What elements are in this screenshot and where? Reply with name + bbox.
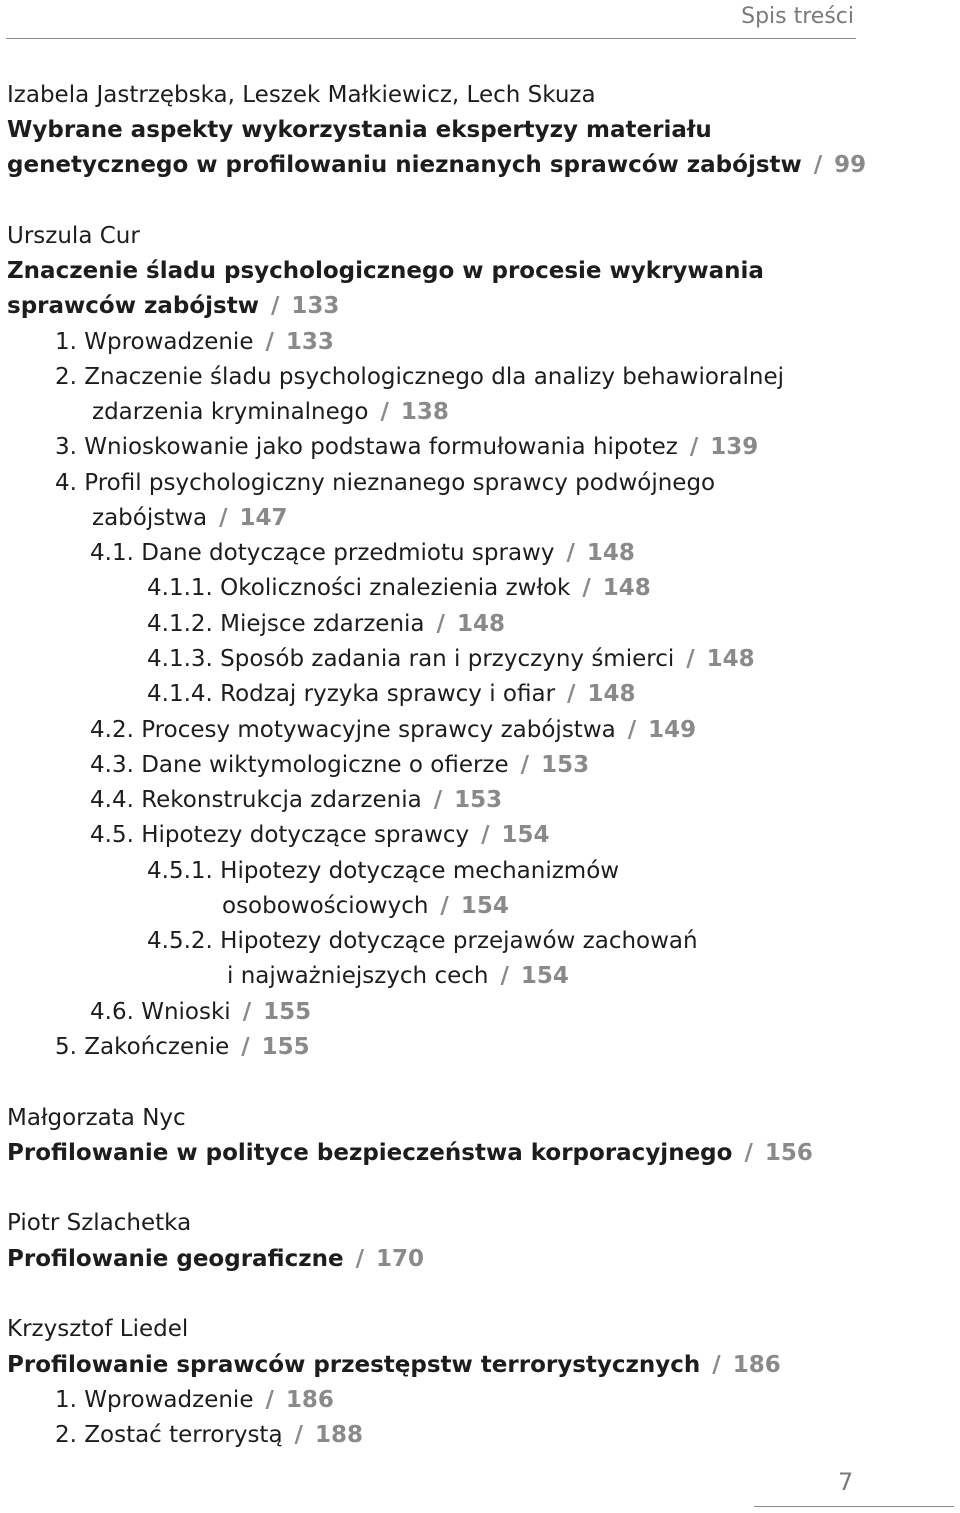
page-separator: / (566, 540, 575, 566)
page-separator: / (380, 399, 389, 425)
toc-entry-text: 4.5.1. Hipotezy dotyczące mechanizmów (147, 858, 620, 884)
toc-entry-text: 4.1.1. Okoliczności znalezienia zwłok (147, 575, 571, 601)
toc-line-a1-title-l2 (7, 150, 866, 180)
toc-page-number: 186 (732, 1352, 781, 1378)
toc-page-number: 148 (706, 646, 755, 672)
page-separator: / (355, 1246, 365, 1272)
toc-line-a2-s4-4 (90, 785, 502, 815)
toc-page-number: 154 (460, 893, 509, 919)
toc-line-a1-title-l1 (7, 115, 712, 145)
toc-line-a2-s3 (55, 432, 758, 462)
toc-title-text: Profilowanie w polityce bezpieczeństwa korporacyjnego (7, 1140, 733, 1166)
toc-entry-text: Urszula Cur (7, 223, 140, 249)
toc-title-text: sprawców zabójstw (7, 293, 259, 319)
page-separator: / (433, 787, 443, 813)
page-number: 7 (838, 1468, 854, 1496)
toc-entry-text: 2. Znaczenie śladu psychologicznego dla analizy behawioralnej (55, 364, 784, 390)
page-separator: / (567, 681, 576, 707)
toc-line-a2-s4-3 (90, 750, 589, 780)
toc-line-a5-s2 (55, 1420, 363, 1450)
page-separator: / (582, 575, 591, 601)
toc-line-a2-author (7, 221, 140, 251)
toc-entry-text: 4.1.2. Miejsce zdarzenia (147, 611, 425, 637)
page-separator: / (500, 963, 509, 989)
page-separator: / (265, 1387, 274, 1413)
toc-line-a2-title-l1 (7, 256, 764, 286)
toc-page-number: 155 (261, 1034, 310, 1060)
page-separator: / (744, 1140, 753, 1166)
toc-entry-text: Krzysztof Liedel (7, 1316, 189, 1342)
page-separator: / (241, 1034, 250, 1060)
page-separator: / (436, 611, 445, 637)
toc-page-number: 138 (400, 399, 449, 425)
toc-entry-text: 4.6. Wnioski (90, 999, 231, 1025)
toc-line-a2-s4-2 (90, 715, 696, 745)
page-separator: / (686, 646, 695, 672)
page-separator: / (294, 1422, 303, 1448)
toc-line-a5-title (7, 1350, 781, 1380)
toc-page-number: 153 (454, 787, 503, 813)
toc-line-a1-author (7, 80, 596, 110)
toc-entry-text: Izabela Jastrzębska, Leszek Małkiewicz, Lech Skuza (7, 82, 596, 108)
toc-line-a4-title (7, 1244, 424, 1274)
toc-page-number: 148 (602, 575, 651, 601)
page-separator: / (481, 822, 490, 848)
toc-title-text: Znaczenie śladu psychologicznego w procesie wykrywania (7, 258, 764, 284)
toc-page-number: 147 (239, 505, 288, 531)
toc-entry-text: 2. Zostać terrorystą (55, 1422, 283, 1448)
toc-entry-text: 4.2. Procesy motywacyjne sprawcy zabójstwa (90, 717, 616, 743)
footer-rule (754, 1506, 954, 1507)
page-separator: / (265, 329, 274, 355)
page-separator: / (712, 1352, 721, 1378)
toc-line-a2-s4-5-2-l1 (147, 926, 698, 956)
toc-page-number: 154 (501, 822, 550, 848)
toc-page-number: 148 (587, 681, 636, 707)
page-header (6, 0, 856, 39)
toc-entry-text: 4.1. Dane dotyczące przedmiotu sprawy (90, 540, 555, 566)
toc-line-a2-s4-5-2-l2 (227, 961, 569, 991)
toc-page-number: 133 (285, 329, 334, 355)
toc-entry-text: 4. Profil psychologiczny nieznanego sprawcy podwójnego (55, 470, 716, 496)
toc-entry-text: 4.1.3. Sposób zadania ran i przyczyny śmierci (147, 646, 675, 672)
toc-page-number: 149 (648, 717, 697, 743)
toc-entry-text: 4.5.2. Hipotezy dotyczące przejawów zachowań (147, 928, 698, 954)
toc-entry-text: 1. Wprowadzenie (55, 329, 254, 355)
toc-line-a2-s2-l2 (92, 397, 449, 427)
toc-page-number: 148 (586, 540, 635, 566)
toc-line-a5-author (7, 1314, 188, 1344)
toc-line-a2-s1 (55, 327, 334, 357)
running-head-title: Spis treści (741, 4, 854, 29)
toc-line-a2-s4-l1 (55, 468, 715, 498)
toc-page-number: 186 (285, 1387, 334, 1413)
page-separator: / (689, 434, 699, 460)
toc-line-a2-title-l2 (7, 291, 339, 321)
toc-page-number: 188 (314, 1422, 363, 1448)
toc-page-number: 170 (376, 1246, 425, 1272)
toc-line-a2-s2-l1 (55, 362, 784, 392)
toc-line-a3-title (7, 1138, 813, 1168)
toc-line-a2-s4-1-1 (147, 573, 651, 603)
toc-line-a2-s4-1-4 (147, 679, 635, 709)
toc-title-text: Profilowanie sprawców przestępstw terrorystycznych (7, 1352, 701, 1378)
toc-title-text: Wybrane aspekty wykorzystania ekspertyzy materiału (7, 117, 712, 143)
toc-entry-text: osobowościowych (222, 893, 429, 919)
toc-page-number: 99 (834, 152, 867, 178)
toc-page-number: 148 (456, 611, 505, 637)
toc-entry-text: Piotr Szlachetka (7, 1210, 192, 1236)
page-separator: / (520, 752, 530, 778)
toc-line-a2-s4-1-3 (147, 644, 755, 674)
toc-page-number: 155 (263, 999, 312, 1025)
toc-entry-text: 5. Zakończenie (55, 1034, 230, 1060)
toc-line-a2-s5 (55, 1032, 310, 1062)
toc-line-a2-s4-1 (90, 538, 635, 568)
toc-entry-text: 4.3. Dane wiktymologiczne o ofierze (90, 752, 509, 778)
toc-title-text: Profilowanie geograficzne (7, 1246, 344, 1272)
toc-line-a2-s4-l2 (92, 503, 288, 533)
toc-entry-text: zdarzenia kryminalnego (92, 399, 369, 425)
toc-line-a2-s4-5 (90, 820, 550, 850)
page-separator: / (219, 505, 228, 531)
page-separator: / (270, 293, 280, 319)
toc-entry-text: zabójstwa (92, 505, 208, 531)
toc-line-a2-s4-5-1-l1 (147, 856, 619, 886)
toc-page-number: 139 (710, 434, 759, 460)
toc-line-a5-s1 (55, 1385, 334, 1415)
page-separator: / (440, 893, 449, 919)
toc-line-a2-s4-5-1-l2 (222, 891, 509, 921)
toc-page-number: 154 (520, 963, 569, 989)
toc-line-a3-author (7, 1103, 186, 1133)
toc-entry-text: 1. Wprowadzenie (55, 1387, 254, 1413)
toc-page-number: 156 (764, 1140, 813, 1166)
toc-entry-text: 4.4. Rekonstrukcja zdarzenia (90, 787, 422, 813)
page-separator: / (627, 717, 637, 743)
toc-title-text: genetycznego w profilowaniu nieznanych sprawców zabójstw (7, 152, 802, 178)
toc-page-number: 153 (541, 752, 590, 778)
toc-entry-text: Małgorzata Nyc (7, 1105, 186, 1131)
toc-line-a2-s4-1-2 (147, 609, 505, 639)
page-separator: / (813, 152, 823, 178)
toc-line-a2-s4-6 (90, 997, 311, 1027)
toc-page-number: 133 (291, 293, 340, 319)
toc-entry-text: 4.1.4. Rodzaj ryzyka sprawcy i ofiar (147, 681, 556, 707)
toc-entry-text: 4.5. Hipotezy dotyczące sprawcy (90, 822, 470, 848)
toc-line-a4-author (7, 1208, 191, 1238)
page-separator: / (242, 999, 252, 1025)
toc-entry-text: i najważniejszych cech (227, 963, 489, 989)
toc-entry-text: 3. Wnioskowanie jako podstawa formułowania hipotez (55, 434, 678, 460)
